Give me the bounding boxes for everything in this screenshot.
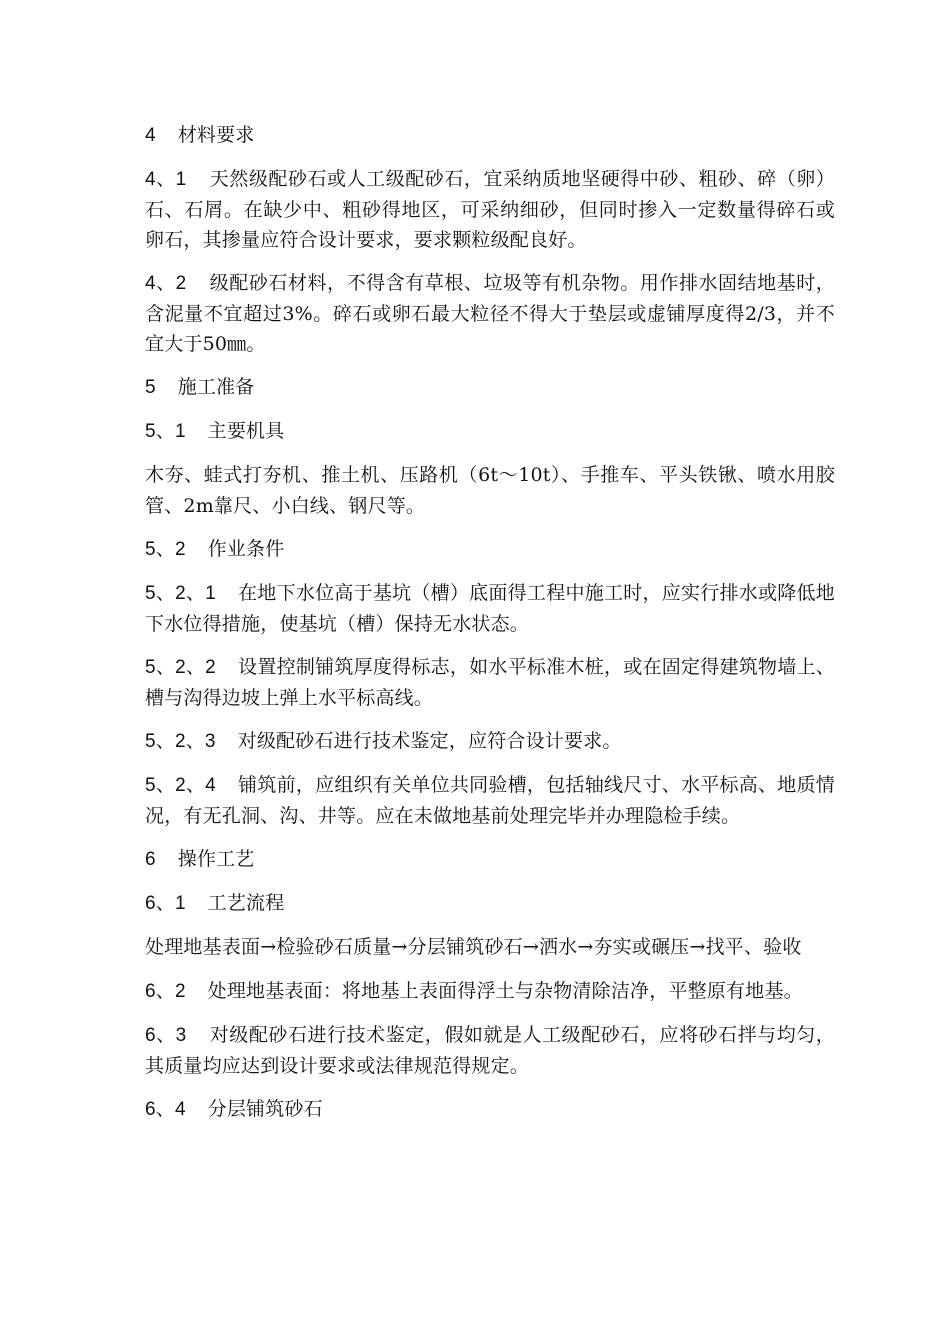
subheading-5-1: 5、1 主要机具 xyxy=(145,420,285,442)
paragraph-4-2: 4、2 级配砂石材料，不得含有草根、垃圾等有机杂物。用作排水固结地基时，含泥量不宜超过3%。碎石或卵石最大粒径不得大于垫层或虚铺厚度得2/3，并不宜大于50㎜。 xyxy=(145,272,835,355)
section-heading-5: 5 施工准备 xyxy=(145,376,255,398)
subheading-6-4: 6、4 分层铺筑砂石 xyxy=(145,1098,323,1120)
paragraph-5-2-2: 5、2、2 设置控制铺筑厚度得标志，如水平标准木桩，或在固定得建筑物墙上、槽与沟得边坡上弹上水平标高线。 xyxy=(145,656,835,709)
paragraph-6-2: 6、2 处理地基表面：将地基上表面得浮土与杂物清除洁净，平整原有地基。 xyxy=(145,980,803,1002)
paragraph-5-2-3: 5、2、3 对级配砂石进行技术鉴定，应符合设计要求。 xyxy=(145,730,622,752)
subheading-5-2: 5、2 作业条件 xyxy=(145,538,285,560)
paragraph-5-2-4: 5、2、4 铺筑前，应组织有关单位共同验槽，包括轴线尺寸、水平标高、地质情况，有无孔洞、沟、井等。应在未做地基前处理完毕并办理隐检手续。 xyxy=(145,774,835,827)
section-heading-6: 6 操作工艺 xyxy=(145,848,255,870)
paragraph-6-3: 6、3 对级配砂石进行技术鉴定，假如就是人工级配砂石，应将砂石拌与均匀，其质量均应达到设计要求或法律规范得规定。 xyxy=(145,1024,835,1077)
subheading-6-1: 6、1 工艺流程 xyxy=(145,892,285,914)
document-page xyxy=(145,120,835,1138)
paragraph-5-2-1: 5、2、1 在地下水位高于基坑（槽）底面得工程中施工时，应实行排水或降低地下水位得措施，使基坑（槽）保持无水状态。 xyxy=(145,582,835,635)
section-heading-4: 4 材料要求 xyxy=(145,124,255,146)
paragraph-process-flow: 处理地基表面→检验砂石质量→分层铺筑砂石→洒水→夯实或碾压→找平、验收 xyxy=(145,936,802,958)
paragraph-tools-list: 木夯、蛙式打夯机、推土机、压路机（6t～10t）、手推车、平头铁锹、喷水用胶管、2m靠尺、小白线、钢尺等。 xyxy=(145,464,835,517)
paragraph-4-1: 4、1 天然级配砂石或人工级配砂石，宜采纳质地坚硬得中砂、粗砂、碎（卵）石、石屑。在缺少中、粗砂得地区，可采纳细砂，但同时掺入一定数量得碎石或卵石，其掺量应符合设计要求，要求颗粒级配良好。 xyxy=(145,168,835,251)
